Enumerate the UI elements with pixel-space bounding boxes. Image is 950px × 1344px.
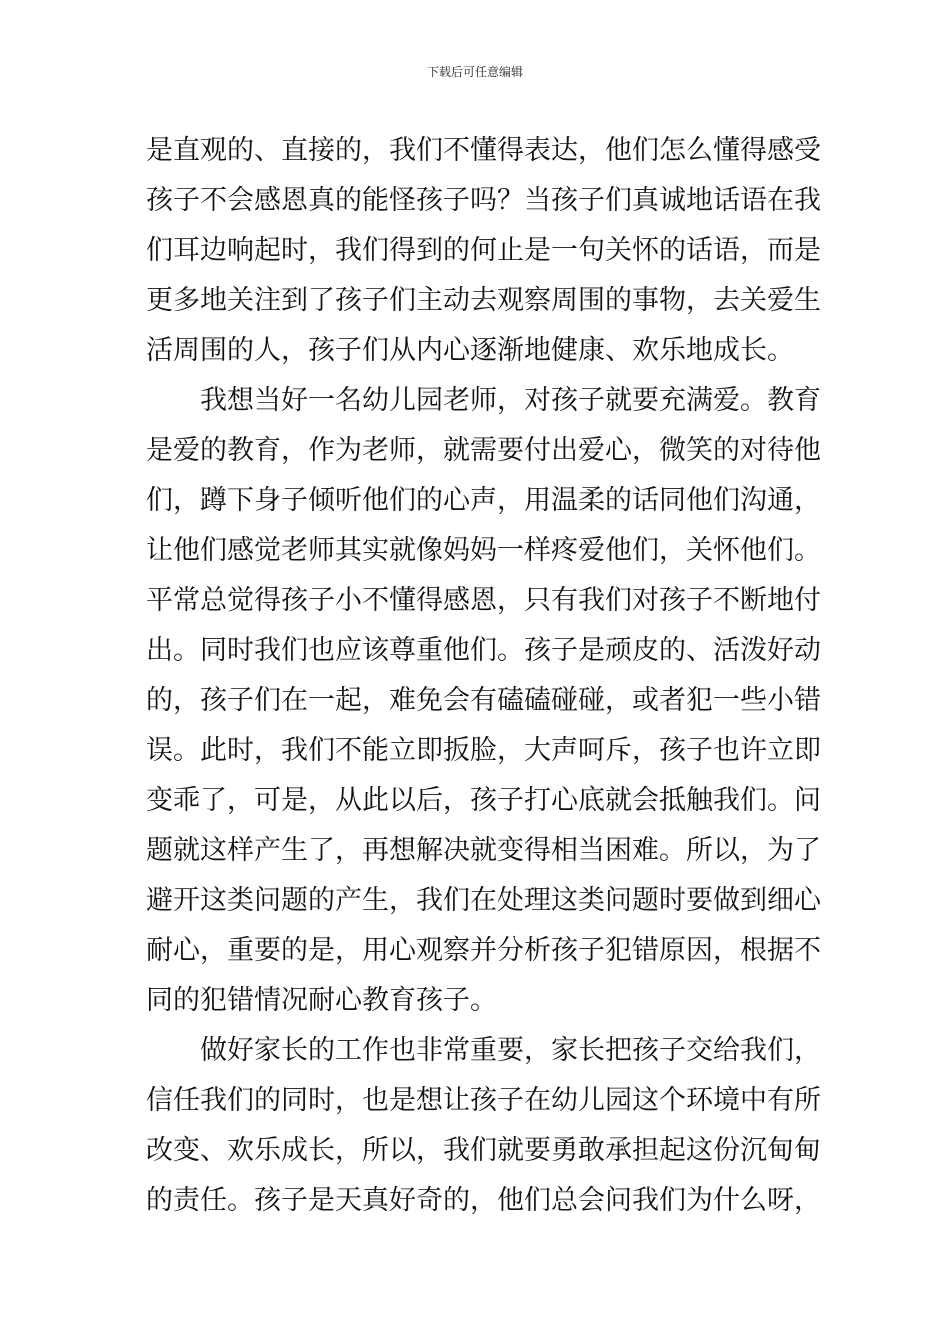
text-line: 是爱的教育，作为老师，就需要付出爱心，微笑的对待他	[146, 435, 821, 466]
text-line: 改变、欢乐成长，所以，我们就要勇敢承担起这份沉甸甸	[146, 1135, 821, 1166]
text-line: 让他们感觉老师其实就像妈妈一样疼爱他们，关怀他们。	[146, 535, 821, 566]
text-line: 的责任。孩子是天真好奇的，他们总会问我们为什么呀，	[146, 1185, 821, 1216]
text-line: 耐心，重要的是，用心观察并分析孩子犯错原因，根据不	[146, 935, 821, 966]
text-line: 平常总觉得孩子小不懂得感恩，只有我们对孩子不断地付	[146, 585, 821, 616]
text-line: 孩子不会感恩真的能怪孩子吗？当孩子们真诚地话语在我	[146, 185, 821, 216]
text-line: 题就这样产生了，再想解决就变得相当困难。所以，为了	[146, 835, 821, 866]
text-line: 信任我们的同时，也是想让孩子在幼儿园这个环境中有所	[146, 1085, 821, 1116]
text-line: 活周围的人，孩子们从内心逐渐地健康、欢乐地成长。	[146, 335, 794, 366]
text-line: 们，蹲下身子倾听他们的心声，用温柔的话同他们沟通，	[146, 485, 821, 516]
text-line: 出。同时我们也应该尊重他们。孩子是顽皮的、活泼好动	[146, 635, 821, 666]
text-line: 误。此时，我们不能立即扳脸，大声呵斥，孩子也许立即	[146, 735, 821, 766]
text-line: 的，孩子们在一起，难免会有磕磕碰碰，或者犯一些小错	[146, 685, 821, 716]
text-line: 避开这类问题的产生，我们在处理这类问题时要做到细心	[146, 885, 821, 916]
text-line: 做好家长的工作也非常重要，家长把孩子交给我们，	[200, 1035, 821, 1066]
text-line: 我想当好一名幼儿园老师，对孩子就要充满爱。教育	[200, 385, 821, 416]
document-body	[146, 126, 821, 1226]
text-line: 更多地关注到了孩子们主动去观察周围的事物，去关爱生	[146, 285, 821, 316]
text-line: 们耳边响起时，我们得到的何止是一句关怀的话语，而是	[146, 235, 821, 266]
page-header: 下载后可任意编辑	[426, 65, 523, 79]
text-line: 变乖了，可是，从此以后，孩子打心底就会抵触我们。问	[146, 785, 821, 816]
text-line: 同的犯错情况耐心教育孩子。	[146, 985, 497, 1016]
text-line: 是直观的、直接的，我们不懂得表达，他们怎么懂得感受	[146, 135, 821, 166]
